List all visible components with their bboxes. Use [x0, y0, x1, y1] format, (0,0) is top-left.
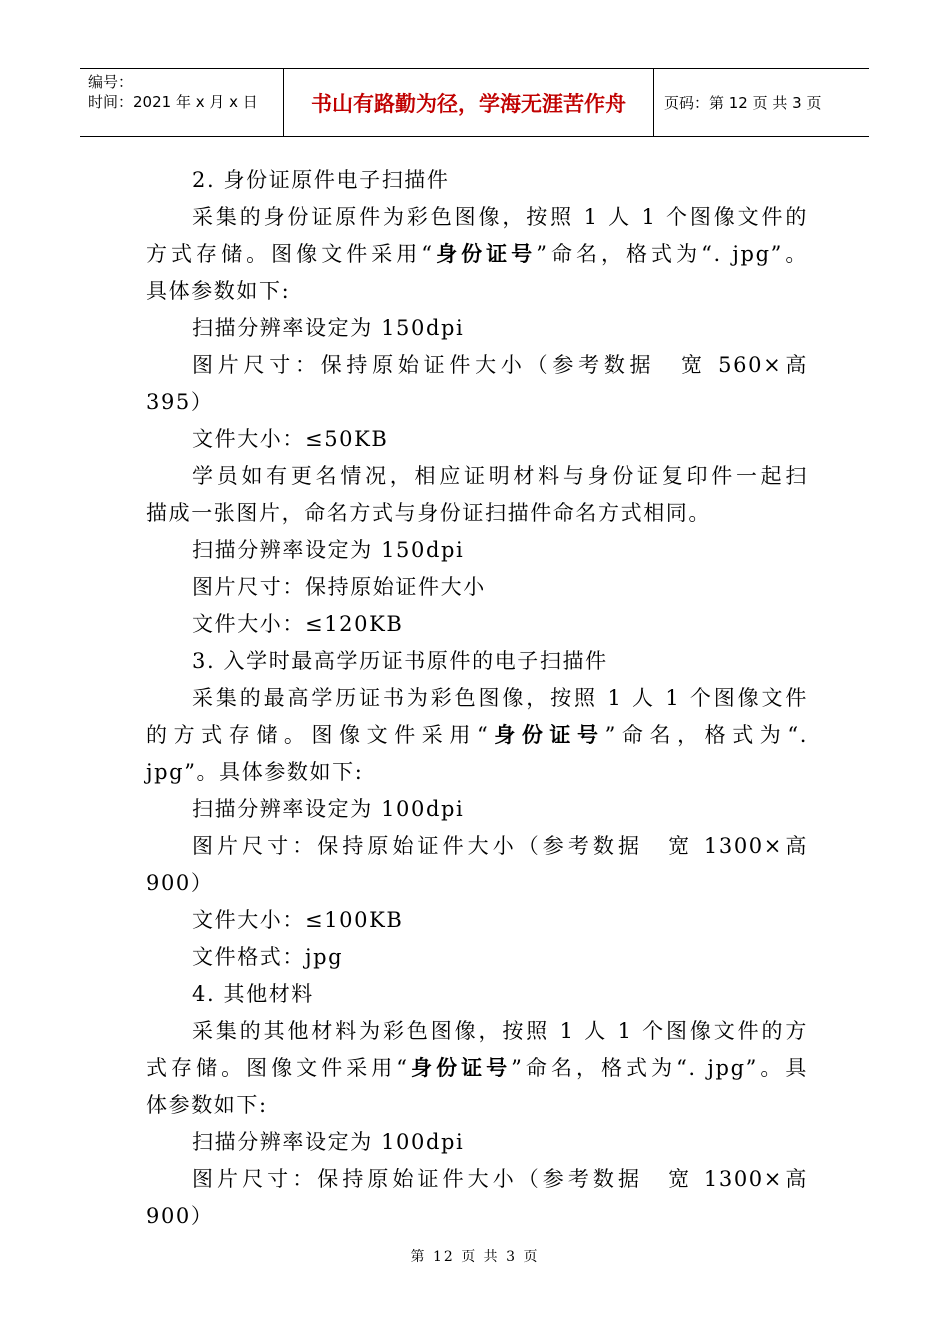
paragraph-line: jpg”。具体参数如下:	[146, 760, 364, 784]
section-2-title: 2. 身份证原件电子扫描件	[192, 168, 450, 192]
paragraph-text: ”命名，格式为“. jpg”。	[536, 242, 808, 266]
bold-keyword: 身份证号	[489, 723, 605, 747]
paragraph-line: 采集的最高学历证书为彩色图像，按照 1 人 1 个图像文件	[192, 686, 808, 710]
paragraph-text: 方式存储。图像文件采用“	[146, 242, 434, 266]
param-dpi: 扫描分辨率设定为 100dpi	[192, 797, 465, 821]
param-size-cont: 900）	[146, 871, 214, 895]
document-date: 时间：2021 年 x 月 x 日	[88, 93, 258, 111]
section-4-title: 4. 其他材料	[192, 982, 314, 1006]
param-size: 图片尺寸：保持原始证件大小	[192, 575, 486, 599]
paragraph-line: 学员如有更名情况，相应证明材料与身份证复印件一起扫	[192, 464, 808, 488]
param-dpi: 扫描分辨率设定为 150dpi	[192, 316, 465, 340]
bold-keyword: 身份证号	[433, 242, 537, 266]
paragraph-line	[146, 717, 808, 754]
param-size: 图片尺寸：保持原始证件大小（参考数据 宽 1300×高	[192, 1167, 808, 1191]
paragraph-line: 采集的身份证原件为彩色图像，按照 1 人 1 个图像文件的	[192, 205, 808, 229]
paragraph-line	[146, 236, 808, 273]
header-motto: 书山有路勤为径，学海无涯苦作舟	[283, 69, 654, 136]
param-dpi: 扫描分辨率设定为 100dpi	[192, 1130, 465, 1154]
section-3-title: 3. 入学时最高学历证书原件的电子扫描件	[192, 649, 608, 673]
param-file-size: 文件大小：≤50KB	[192, 427, 389, 451]
header-page-info: 页码：第 12 页 共 3 页	[664, 94, 822, 112]
paragraph-line: 具体参数如下:	[146, 279, 291, 303]
param-size-cont: 395）	[146, 390, 214, 414]
paragraph-text: ”命名，格式为“. jpg”。具	[511, 1056, 809, 1080]
paragraph-text: 的方式存储。图像文件采用“	[146, 723, 490, 747]
document-body	[146, 162, 808, 1235]
paragraph-text: ”命名，格式为“.	[604, 723, 808, 747]
param-size: 图片尺寸：保持原始证件大小（参考数据 宽 560×高	[192, 353, 808, 377]
paragraph-line: 采集的其他材料为彩色图像，按照 1 人 1 个图像文件的方	[192, 1019, 808, 1043]
param-size-cont: 900）	[146, 1204, 214, 1228]
param-dpi: 扫描分辨率设定为 150dpi	[192, 538, 465, 562]
page-header	[80, 68, 869, 137]
param-file-size: 文件大小：≤100KB	[192, 908, 404, 932]
paragraph-line: 体参数如下:	[146, 1093, 268, 1117]
header-meta	[80, 69, 283, 136]
page-footer: 第 12 页 共 3 页	[410, 1249, 540, 1265]
bold-keyword: 身份证号	[408, 1056, 512, 1080]
paragraph-line: 描成一张图片，命名方式与身份证扫描件命名方式相同。	[146, 501, 711, 525]
document-number-label: 编号：	[88, 73, 134, 91]
param-file-size: 文件大小：≤120KB	[192, 612, 404, 636]
param-size: 图片尺寸：保持原始证件大小（参考数据 宽 1300×高	[192, 834, 808, 858]
param-file-format: 文件格式：jpg	[192, 945, 344, 969]
paragraph-line	[146, 1050, 808, 1087]
paragraph-text: 式存储。图像文件采用“	[146, 1056, 409, 1080]
